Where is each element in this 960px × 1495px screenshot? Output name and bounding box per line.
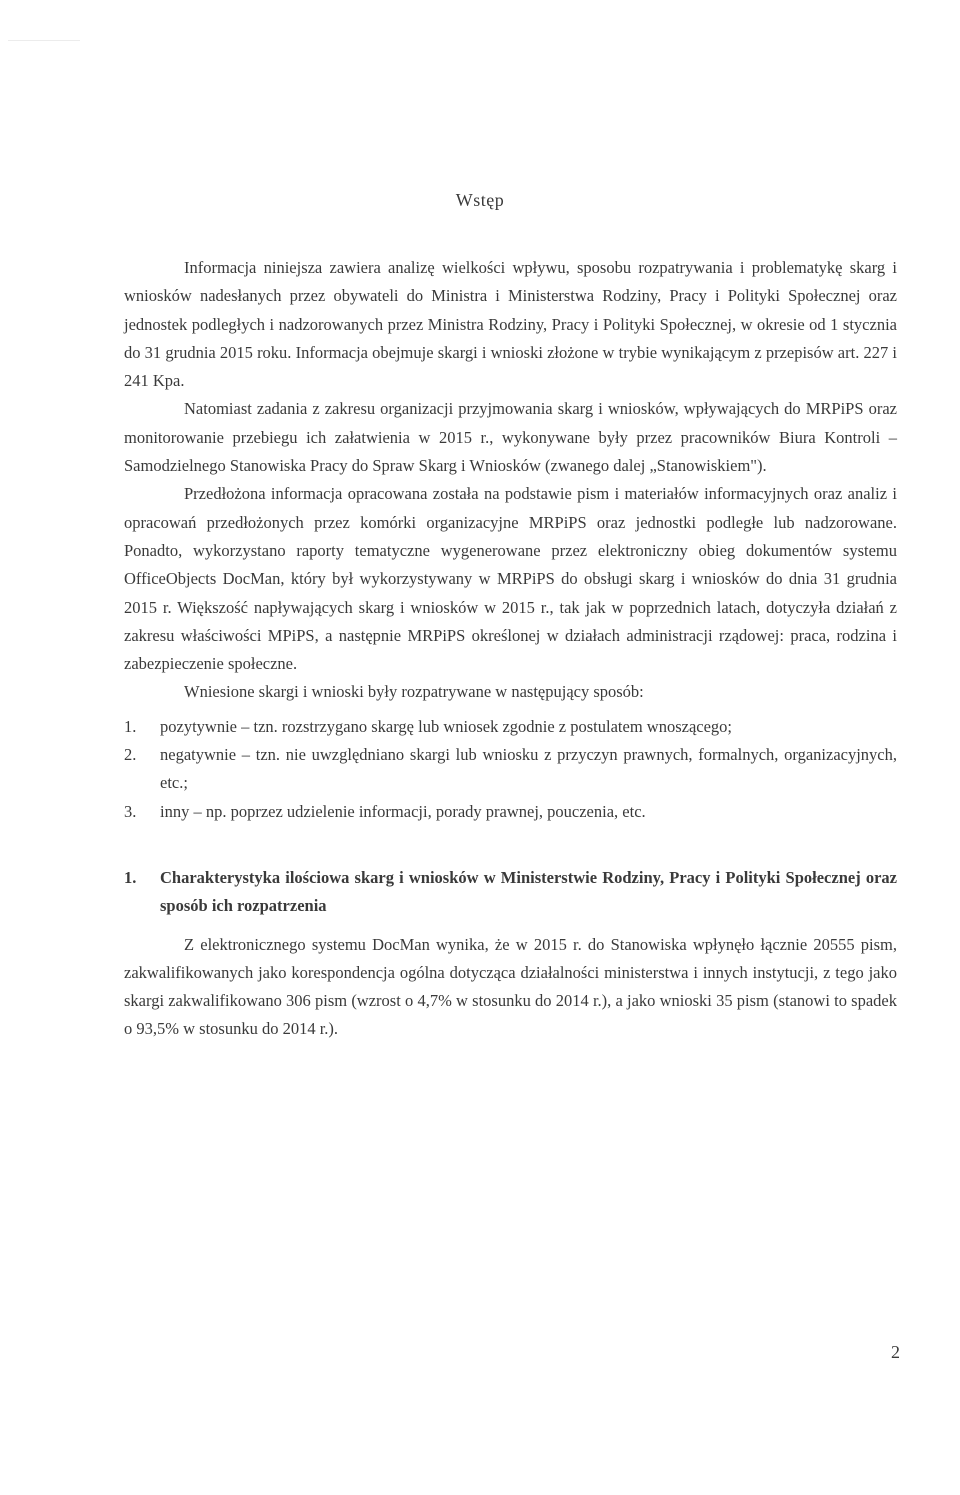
page-title: Wstęp <box>455 190 505 210</box>
list-item-text: negatywnie – tzn. nie uwzględniano skargi lub wniosku z przyczyn prawnych, formalnych, organizacyjnych, etc.; <box>160 745 897 793</box>
intro-paragraph: Informacja niniejsza zawiera analizę wielkości wpływu, sposobu rozpatrywania i problematykę skarg i wniosków nadesłanych przez obywateli do Ministra i Ministerstwa Rodziny, Pracy i Polityki Społecznej oraz jednostek podległych i nadzorowanych przez Ministra Rodziny, Pracy i Polityki Społecznej, w okresie od 1 stycznia do 31 grudnia 2015 roku. Informacja obejmuje skargi i wnioski złożone w trybie wynikającym z przepisów art. 227 i 241 Kpa. <box>124 258 897 391</box>
list-item-number: 2. <box>124 745 137 765</box>
methods-list <box>124 713 897 826</box>
methods-intro: Wniesione skargi i wnioski były rozpatrywane w następujący sposób: <box>184 682 644 702</box>
list-item-text: inny – np. poprzez udzielenie informacji, porady prawnej, pouczenia, etc. <box>160 801 646 821</box>
list-item <box>124 741 897 798</box>
section-heading-text: Charakterystyka ilościowa skarg i wniosków w Ministerstwie Rodziny, Pracy i Polityki Społecznej oraz sposób ich rozpatrzenia <box>160 867 897 916</box>
list-item-text: pozytywnie – tzn. rozstrzygano skargę lub wniosek zgodnie z postulatem wnoszącego; <box>160 716 732 736</box>
list-item <box>124 798 897 826</box>
section-paragraph: Z elektronicznego systemu DocMan wynika, że w 2015 r. do Stanowiska wpłynęło łącznie 20555 pism, zakwalifikowanych jako korespondencja ogólna dotycząca działalności ministerstwa i innych instytucji, z tego jako skargi zakwalifikowano 306 pism (wzrost o 4,7% w stosunku do 2014 r.), a jako wnioski 35 pism (stanowi to spadek o 93,5% w stosunku do 2014 r.). <box>124 934 897 1039</box>
list-item-number: 1. <box>124 716 137 736</box>
list-item-number: 3. <box>124 801 137 821</box>
section-number: 1. <box>124 867 137 887</box>
document-body <box>124 254 897 1044</box>
section-heading <box>124 864 897 921</box>
page-number: 2 <box>891 1342 900 1362</box>
scan-artifact-line <box>8 40 80 41</box>
organization-paragraph: Natomiast zadania z zakresu organizacji przyjmowania skarg i wniosków, wpływających do MRPiPS oraz monitorowanie przebiegu ich załatwienia w 2015 r., wykonywane były przez pracowników Biura Kontroli – Samodzielnego Stanowiska Pracy do Spraw Skarg i Wniosków (zwanego dalej „Stanowiskiem"). <box>124 399 897 476</box>
sources-paragraph: Przedłożona informacja opracowana została na podstawie pism i materiałów informacyjnych oraz analiz i opracowań przedłożonych przez komórki organizacyjne MRPiPS oraz jednostki podległe lub nadzorowane. Ponadto, wykorzystano raporty tematyczne wygenerowane przez elektroniczny obieg dokumentów systemu OfficeObjects DocMan, który był wykorzystywany w MRPiPS do obsługi skarg i wniosków do dnia 31 grudnia 2015 r. Większość napływających skarg i wniosków w 2015 r., tak jak w poprzednich latach, dotyczyła działań z zakresu właściwości MPiPS, a następnie MRPiPS określonej w działach administracji rządowej: praca, rodzina i zabezpieczenie społeczne. <box>124 484 897 674</box>
list-item <box>124 713 897 741</box>
